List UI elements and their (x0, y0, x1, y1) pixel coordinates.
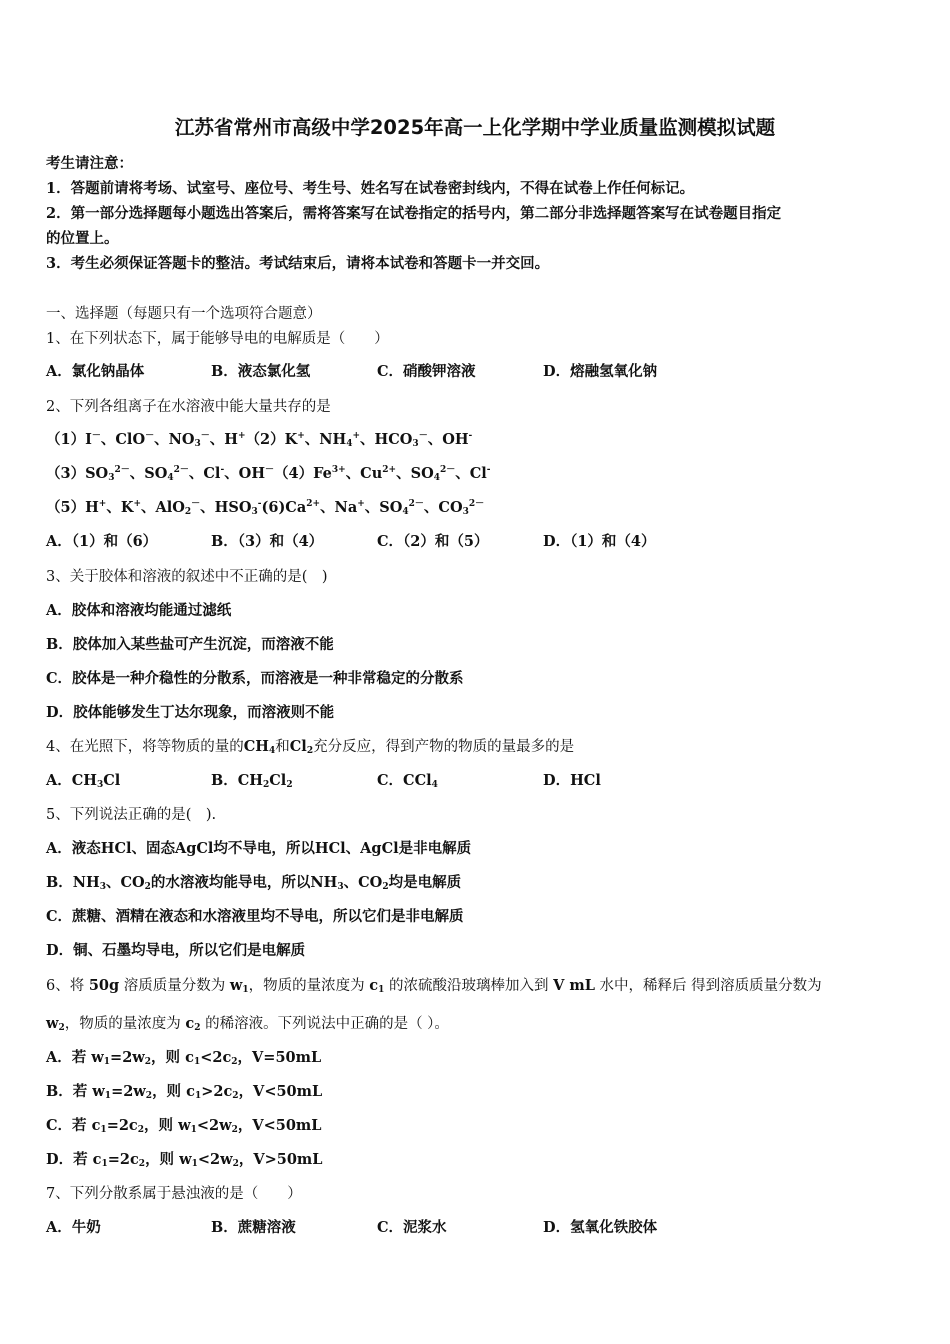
q5-option-a: A．液态HCl、固态AgCl均不导电，所以HCl、AgCl是非电解质 (46, 840, 472, 857)
q3-option-c: C．胶体是一种介稳性的分散系，而溶液是一种非常稳定的分散系 (46, 670, 464, 687)
q7-option-d: D．氢氧化铁胶体 (543, 1219, 658, 1236)
question-4-stem: 4、在光照下，将等物质的量的$CH_4$和$Cl_2$充分反应，得到产物的物质的量最多的是 (46, 738, 575, 756)
q7-option-a: A．牛奶 (46, 1219, 101, 1236)
q1-option-c: C．硝酸钾溶液 (377, 363, 476, 380)
q4-option-c: C．CCl$_4$ (377, 772, 438, 790)
q4-option-b: B．$CH_2Cl_2$ (211, 772, 293, 790)
q1-option-a: A．氯化钠晶体 (46, 363, 145, 380)
question-3-stem: 3、关于胶体和溶液的叙述中不正确的是( ) (46, 569, 328, 585)
q6-option-a: A．若 $w_1=2w_2$，则 $c_1<2c_2$，V=50mL (46, 1049, 322, 1067)
q1-option-d: D．熔融氢氧化钠 (543, 363, 658, 380)
page-title: 江苏省常州市高级中学2025年高一上化学期中学业质量监测模拟试题 (174, 116, 776, 139)
notice-item-3: 3．考生必须保证答题卡的整洁。考试结束后，请将本试卷和答题卡一并交回。 (46, 255, 550, 272)
q2-ion-group-5-6: （5）H+、K+、AlO$_2$－、$HSO_3^-(6)Ca^{2+}$、Na+、$SO_4^{2-}$、$CO_3^{2-}$ (46, 499, 485, 517)
notice-heading: 考生请注意： (46, 155, 133, 172)
section-heading: 一、选择题（每题只有一个选项符合题意） (46, 306, 322, 322)
q7-option-b: B．蔗糖溶液 (211, 1219, 296, 1236)
q5-option-d: D．铜、石墨均导电，所以它们是电解质 (46, 942, 306, 959)
question-2-stem: 2、下列各组离子在水溶液中能大量共存的是 (46, 399, 331, 415)
q6-option-c: C．若 $c_1=2c_2$，则 $w_1<2w_2$，V<50mL (46, 1117, 322, 1135)
q2-ion-group-3-4: $(3)SO_3^{2-}$、$SO_4^{2-}$、Cl-、$OH^-(4)Fe^{3+}$、$Cu^{2+}$、$SO_4^{2-}$、Cl- (46, 465, 491, 483)
q7-option-c: C．泥浆水 (377, 1219, 447, 1236)
notice-item-2: 2．第一部分选择题每小题选出答案后，需将答案写在试卷指定的括号内，第二部分非选择题答案写在试卷题目指定 (46, 205, 782, 222)
q4-option-d: D．HCl (543, 772, 601, 789)
q2-option-a: A．（1）和（6） (46, 533, 158, 550)
q5-option-c: C．蔗糖、酒精在液态和水溶液里均不导电，所以它们是非电解质 (46, 908, 464, 925)
question-5-stem: 5、下列说法正确的是( ). (46, 807, 217, 823)
q6-option-b: B．若 $w_1=2w_2$，则 $c_1>2c_2$，V<50mL (46, 1083, 323, 1101)
q3-option-d: D．胶体能够发生丁达尔现象，而溶液则不能 (46, 704, 335, 721)
q1-option-b: B．液态氯化氢 (211, 363, 311, 380)
q4-option-a: A．$CH_3Cl$ (46, 772, 121, 790)
question-1-stem: 1、在下列状态下，属于能够导电的电解质是（ ） (46, 331, 389, 347)
q6-option-d: D．若 $c_1=2c_2$，则 $w_1<2w_2$，V>50mL (46, 1151, 323, 1169)
q2-option-c: C．（2）和（5） (377, 533, 489, 550)
notice-item-1: 1．答题前请将考场、试室号、座位号、考生号、姓名写在试卷密封线内，不得在试卷上作任何标记。 (46, 180, 695, 197)
q3-option-a: A．胶体和溶液均能通过滤纸 (46, 602, 232, 619)
q2-option-b: B．（3）和（4） (211, 533, 324, 550)
q2-ion-group-1-2: （1）I－、ClO－、$NO_3^-$、H+（2）K+、$NH_4^+$、$HCO_3^-$、OH- (46, 431, 473, 449)
notice-item-2-cont: 的位置上。 (46, 230, 119, 247)
q2-option-d: D．（1）和（4） (543, 533, 656, 550)
question-6-stem-line-2: $w_2$，物质的量浓度为 $c_2$ 的稀溶液。下列说法中正确的是（ ）。 (46, 1015, 449, 1033)
question-7-stem: 7、下列分散系属于悬浊液的是（ ） (46, 1186, 302, 1202)
q3-option-b: B．胶体加入某些盐可产生沉淀，而溶液不能 (46, 636, 334, 653)
q5-option-b: B．$NH_3$、$CO_2$的水溶液均能导电，所以$NH_3$、$CO_2$均是电解质 (46, 874, 462, 892)
question-6-stem-line-1: 6、将 50g 溶质质量分数为 $w_1$，物质的量浓度为 $c_1$ 的浓硫酸沿玻璃棒加入到 V mL 水中，稀释后 得到溶质质量分数为 (46, 977, 822, 995)
